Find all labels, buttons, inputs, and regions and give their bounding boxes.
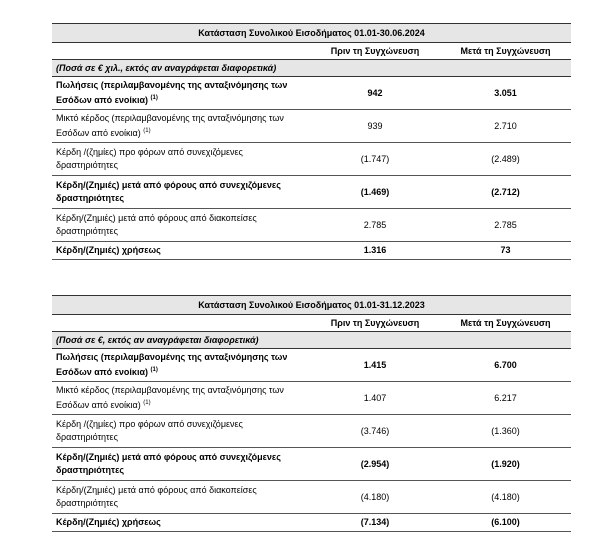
value-before: (1.469) (310, 176, 440, 209)
table-row (52, 382, 571, 415)
header-spacer (52, 43, 310, 60)
value-before: 1.407 (310, 382, 440, 415)
row-label: Μικτό κέρδος (περιλαμβανομένης της ανταξινόμησης των Εσόδων από ενοίκια) (56, 385, 284, 410)
footnote-marker: (1) (143, 128, 151, 134)
table-row (52, 242, 571, 260)
value-after: 6.217 (440, 382, 571, 415)
value-before: (3.746) (310, 415, 440, 448)
row-label: Μικτό κέρδος (περιλαμβανομένης της ανταξινόμησης των Εσόδων από ενοίκια) (56, 113, 284, 138)
table-row (52, 143, 571, 176)
row-label: Κέρδη/(Ζημιές) μετά από φόρους από συνεχιζόμενες δραστηριότητες (52, 448, 310, 481)
footnote-marker: (1) (150, 95, 158, 101)
value-after: (6.100) (440, 514, 571, 532)
table-title: Κατάσταση Συνολικού Εισοδήματος 01.01-30.06.2024 (52, 24, 571, 43)
row-label: Κέρδη /(ζημίες) προ φόρων από συνεχιζόμενες δραστηριότητες (52, 143, 310, 176)
value-before: 1.316 (310, 242, 440, 260)
row-label: Κέρδη/(Ζημιές) χρήσεως (52, 514, 310, 532)
value-after: (1.920) (440, 448, 571, 481)
value-after: (1.360) (440, 415, 571, 448)
value-after: (2.489) (440, 143, 571, 176)
value-after: 2.710 (440, 110, 571, 143)
value-after: (2.712) (440, 176, 571, 209)
table-row (52, 481, 571, 514)
table-row (52, 514, 571, 532)
footnote-marker: (1) (143, 400, 151, 406)
value-after: 2.785 (440, 209, 571, 242)
value-before: (2.954) (310, 448, 440, 481)
value-before: 939 (310, 110, 440, 143)
table-row (52, 209, 571, 242)
value-after: 73 (440, 242, 571, 260)
row-label: Πωλήσεις (περιλαμβανομένης της ανταξινόμησης των Εσόδων από ενοίκια) (56, 80, 288, 105)
column-header-before: Πριν τη Συγχώνευση (310, 43, 440, 60)
row-label: Κέρδη /(ζημίες) προ φόρων από συνεχιζόμενες δραστηριότητες (52, 415, 310, 448)
value-before: (7.134) (310, 514, 440, 532)
value-before: 942 (310, 77, 440, 110)
value-before: (4.180) (310, 481, 440, 514)
table-row (52, 110, 571, 143)
column-header-before: Πριν τη Συγχώνευση (310, 315, 440, 332)
value-after: (4.180) (440, 481, 571, 514)
value-after: 3.051 (440, 77, 571, 110)
table-row (52, 77, 571, 110)
value-before: (1.747) (310, 143, 440, 176)
income-statement-table-h1-2024 (52, 23, 571, 260)
value-before: 2.785 (310, 209, 440, 242)
column-header-after: Μετά τη Συγχώνευση (440, 315, 571, 332)
table-row (52, 176, 571, 209)
row-label: Κέρδη/(Ζημιές) μετά από φόρους από διακοπείσες δραστηριότητες (52, 209, 310, 242)
row-label: Κέρδη/(Ζημιές) μετά από φόρους από διακοπείσες δραστηριότητες (52, 481, 310, 514)
table-row (52, 448, 571, 481)
value-before: 1.415 (310, 349, 440, 382)
header-spacer (52, 315, 310, 332)
column-header-after: Μετά τη Συγχώνευση (440, 43, 571, 60)
value-after: 6.700 (440, 349, 571, 382)
row-label: Κέρδη/(Ζημιές) μετά από φόρους από συνεχιζόμενες δραστηριότητες (52, 176, 310, 209)
table-row (52, 349, 571, 382)
income-statement-table-fy-2023 (52, 295, 571, 532)
table-title: Κατάσταση Συνολικού Εισοδήματος 01.01-31.12.2023 (52, 296, 571, 315)
row-label: Πωλήσεις (περιλαμβανομένης της ανταξινόμησης των Εσόδων από ενοίκια) (56, 352, 288, 377)
units-note: (Ποσά σε € χιλ., εκτός αν αναγράφεται διαφορετικά) (52, 60, 571, 77)
footnote-marker: (1) (150, 367, 158, 373)
row-label: Κέρδη/(Ζημιές) χρήσεως (52, 242, 310, 260)
table-row (52, 415, 571, 448)
units-note: (Ποσά σε €, εκτός αν αναγράφεται διαφορετικά) (52, 332, 571, 349)
